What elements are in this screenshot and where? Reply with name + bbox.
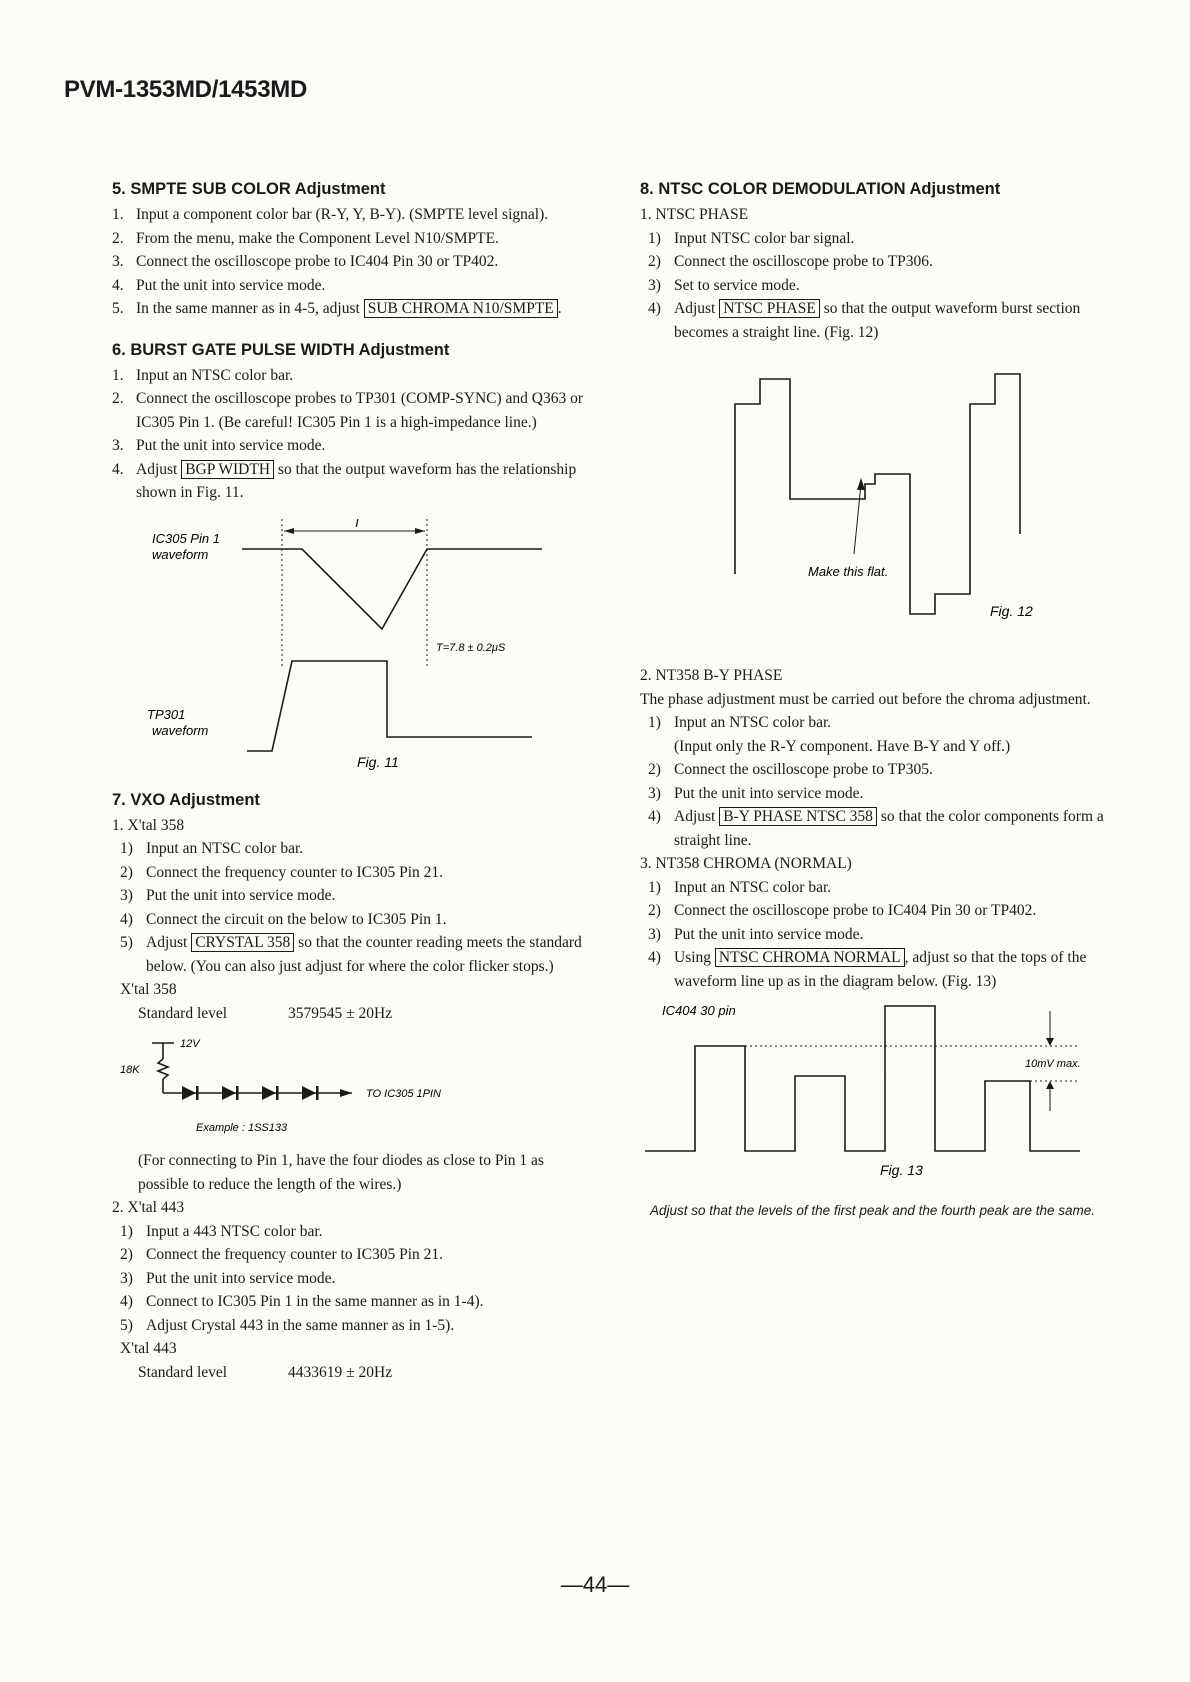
- chroma-waveform: [645, 1006, 1080, 1151]
- section-ntsc-demod: [640, 180, 1125, 1241]
- section-title: 6. BURST GATE PULSE WIDTH Adjustment: [112, 340, 450, 359]
- control-name-box: NTSC PHASE: [719, 299, 820, 318]
- section-title: 8. NTSC COLOR DEMODULATION Adjustment: [640, 180, 1001, 198]
- fig13-mv-label: 10mV max.: [1025, 1058, 1081, 1070]
- figure-13: [640, 1001, 1125, 1241]
- step: 1. Input an NTSC color bar.: [112, 366, 294, 384]
- step: 4) Connect the circuit on the below to IC305 Pin 1.: [120, 910, 447, 928]
- step: 4. Put the unit into service mode.: [112, 276, 326, 294]
- page-header: PVM-1353MD/1453MD: [64, 76, 307, 103]
- tp301-waveform: [247, 661, 532, 751]
- step: 3) Put the unit into service mode.: [120, 1269, 336, 1287]
- right-column: [640, 180, 1125, 1241]
- step: 1) Input an NTSC color bar.: [648, 878, 832, 896]
- step: 3) Set to service mode.: [648, 276, 800, 294]
- sub-heading: 1. X'tal 358: [112, 816, 185, 834]
- fig11-ic-label: IC305 Pin 1: [152, 530, 220, 546]
- control-name-box: SUB CHROMA N10/SMPTE: [364, 299, 558, 318]
- fig13-note: Adjust so that the levels of the first peak and the fourth peak are the same.: [650, 1203, 1096, 1218]
- mv-arrow-top: [1046, 1038, 1054, 1046]
- mv-arrow-bottom: [1046, 1081, 1054, 1089]
- standard-level-row: Standard level 4433619 ± 20Hz: [138, 1363, 393, 1381]
- circuit-voltage: 12V: [180, 1038, 200, 1050]
- step: 5) Adjust Crystal 443 in the same manner as in 1-5).: [120, 1316, 455, 1334]
- paragraph: The phase adjustment must be carried out before the chroma adjustment.: [640, 690, 1091, 708]
- section-title: 5. SMPTE SUB COLOR Adjustment: [112, 180, 386, 198]
- step: 4. Adjust BGP WIDTH so that the output waveform has the relationship shown in Fig. 11.: [112, 460, 577, 501]
- control-name-box: NTSC CHROMA NORMAL: [715, 948, 905, 967]
- flat-arrow: [857, 478, 865, 490]
- arrow-head-right: [415, 528, 425, 534]
- sub-heading: 2. X'tal 443: [112, 1199, 185, 1216]
- fig11-waveforms: [112, 519, 592, 779]
- section-burst-gate: [112, 341, 592, 505]
- diode-circuit: [112, 1031, 592, 1139]
- figure-12: [640, 354, 1125, 654]
- circuit-target: TO IC305 1PIN: [366, 1088, 441, 1100]
- control-name-box: B-Y PHASE NTSC 358: [719, 807, 877, 826]
- control-name-box: BGP WIDTH: [181, 460, 274, 479]
- step: 4) Connect to IC305 Pin 1 in the same manner as in 1-4).: [120, 1293, 484, 1310]
- step: 2) Connect the oscilloscope probe to IC404 Pin 30 or TP402.: [648, 902, 1037, 919]
- xtal-label: X'tal 443: [120, 1340, 177, 1357]
- section-vxo: [112, 791, 592, 1385]
- step: 5) Adjust CRYSTAL 358 so that the counter reading meets the standard below. (You can also just adjust for where the color flicker stops.): [120, 934, 582, 975]
- fig11-caption: Fig. 11: [357, 753, 399, 770]
- step: 2. Connect the oscilloscope probes to TP301 (COMP-SYNC) and Q363 or IC305 Pin 1. (Be careful! IC305 Pin 1 is a high-impedance line.): [112, 390, 584, 431]
- step: 2) Connect the frequency counter to IC305 Pin 21.: [120, 1246, 444, 1263]
- step: 2) Connect the oscilloscope probe to TP306.: [648, 253, 933, 270]
- step: 1) Input NTSC color bar signal.: [648, 229, 855, 247]
- step: 3. Connect the oscilloscope probe to IC404 Pin 30 or TP402.: [112, 253, 499, 270]
- fig12-caption: Fig. 12: [990, 603, 1033, 619]
- fig11-tp-label: TP301: [147, 706, 186, 722]
- note: (For connecting to Pin 1, have the four diodes as close to Pin 1 as possible to reduce the length of the wires.): [138, 1152, 544, 1193]
- fig12-waveform: [640, 354, 1125, 654]
- fig13-label: IC404 30 pin: [662, 1003, 736, 1018]
- step: 3) Put the unit into service mode.: [648, 784, 864, 802]
- fig11-t-label: T: [353, 518, 361, 530]
- page-number: —44—: [560, 1572, 630, 1597]
- step: 2) Connect the frequency counter to IC305 Pin 21.: [120, 863, 444, 881]
- standard-level-row: Standard level 3579545 ± 20Hz: [138, 1004, 393, 1022]
- figure-11: [112, 519, 592, 779]
- circuit-example: Example : 1SS133: [196, 1122, 288, 1134]
- sub-heading: 2. NT358 B-Y PHASE: [640, 667, 783, 684]
- arrow-head-left: [284, 528, 294, 534]
- fig11-value-label: T=7.8 ± 0.2μS: [436, 641, 506, 654]
- left-column: [112, 180, 592, 1384]
- step: 1) Input a 443 NTSC color bar.: [120, 1222, 323, 1240]
- fig12-label: Make this flat.: [808, 564, 889, 579]
- step: 3. Put the unit into service mode.: [112, 437, 326, 454]
- fig13-caption: Fig. 13: [880, 1162, 923, 1178]
- step: 1. Input a component color bar (R-Y, Y, B-Y). (SMPTE level signal).: [112, 206, 549, 223]
- ic305-waveform: [242, 549, 542, 629]
- xtal-label: X'tal 358: [120, 981, 177, 998]
- fig11-ic-label2: waveform: [152, 546, 209, 562]
- section-title: 7. VXO Adjustment: [112, 790, 260, 809]
- step: 3) Put the unit into service mode.: [648, 925, 864, 943]
- sub-heading: 1. NTSC PHASE: [640, 206, 749, 223]
- step: 4) Using NTSC CHROMA NORMAL , adjust so that the tops of the waveform line up as in the diagram below. (Fig. 13): [648, 949, 1087, 990]
- step: 2) Connect the oscilloscope probe to TP305.: [648, 761, 933, 778]
- step: 1) Input an NTSC color bar. (Input only the R-Y component. Have B-Y and Y off.): [648, 714, 1011, 755]
- step: 3) Put the unit into service mode.: [120, 887, 336, 904]
- step: 4) Adjust NTSC PHASE so that the output waveform burst section becomes a straight line. (Fig. 12): [648, 300, 1081, 341]
- step: 1) Input an NTSC color bar.: [120, 840, 304, 857]
- step: 2. From the menu, make the Component Level N10/SMPTE.: [112, 229, 499, 247]
- control-name-box: CRYSTAL 358: [191, 933, 294, 952]
- step: 5. In the same manner as in 4-5, adjust SUB CHROMA N10/SMPTE .: [112, 300, 562, 317]
- section-smpte-sub-color: [112, 180, 592, 321]
- sub-heading: 3. NT358 CHROMA (NORMAL): [640, 855, 852, 872]
- step: 4) Adjust B-Y PHASE NTSC 358 so that the color components form a straight line.: [648, 808, 1104, 849]
- circuit-resistor: 18K: [120, 1064, 140, 1076]
- fig13-waveform: [640, 1001, 1125, 1201]
- fig11-tp-label2: waveform: [152, 722, 209, 738]
- circuit-diagram: [112, 1031, 592, 1139]
